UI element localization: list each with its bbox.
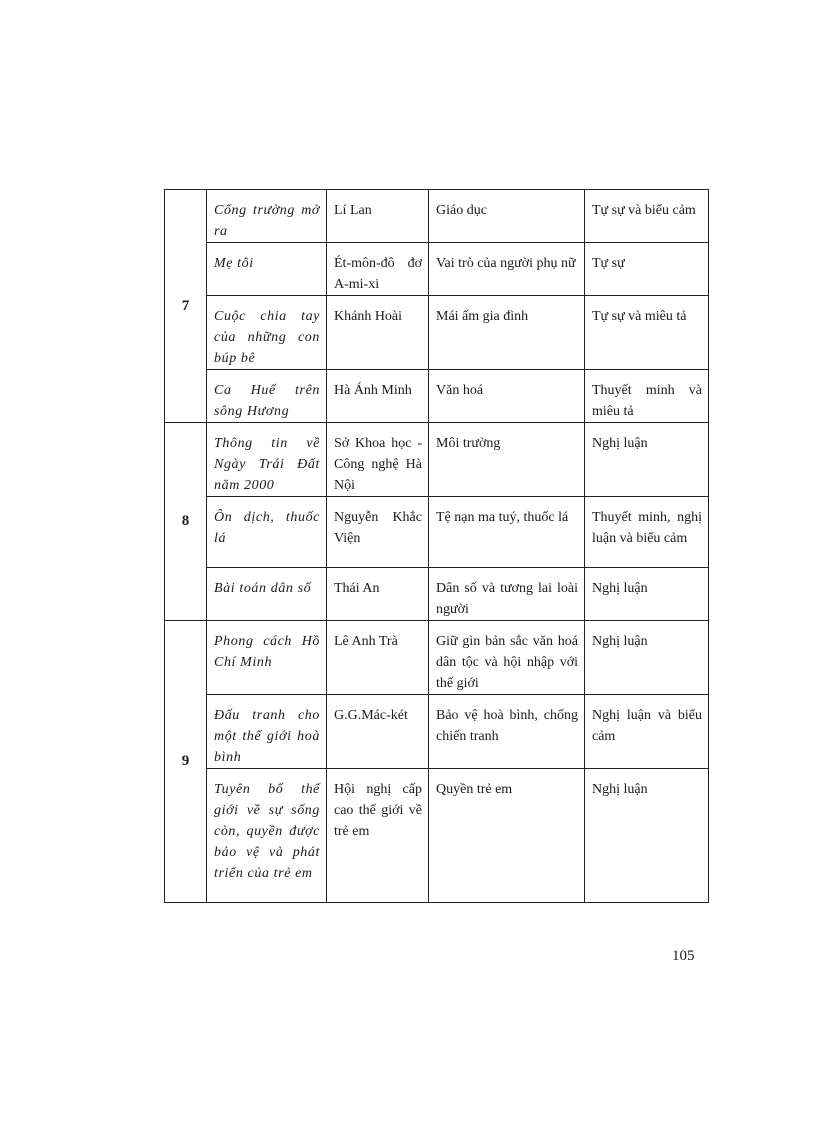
author-cell: G.G.Mác-két — [327, 695, 429, 769]
mode-cell: Thuyết minh và miêu tả — [585, 370, 709, 423]
theme-cell: Giáo dục — [429, 190, 585, 243]
title-cell: Bài toán dân số — [207, 568, 327, 621]
author-cell: Ét-môn-đô đơ A-mi-xi — [327, 243, 429, 296]
title-cell: Phong cách Hồ Chí Minh — [207, 621, 327, 695]
table-row — [165, 423, 709, 497]
author-cell: Thái An — [327, 568, 429, 621]
author-cell: Hội nghị cấp cao thế giới về trẻ em — [327, 769, 429, 903]
theme-cell: Giữ gìn bản sắc văn hoá dân tộc và hội nhập với thế giới — [429, 621, 585, 695]
mode-cell: Thuyết minh, nghị luận và biểu cảm — [585, 497, 709, 568]
title-cell: Mẹ tôi — [207, 243, 327, 296]
table-row — [165, 370, 709, 423]
theme-cell: Quyền trẻ em — [429, 769, 585, 903]
table-row — [165, 190, 709, 243]
mode-cell: Nghị luận — [585, 621, 709, 695]
theme-cell: Bảo vệ hoà bình, chống chiến tranh — [429, 695, 585, 769]
grade-cell: 9 — [165, 621, 207, 903]
grade-cell: 8 — [165, 423, 207, 621]
table-row — [165, 568, 709, 621]
title-cell: Ôn dịch, thuốc lá — [207, 497, 327, 568]
grade-cell: 7 — [165, 190, 207, 423]
literature-table — [164, 189, 709, 903]
theme-cell: Mái ấm gia đình — [429, 296, 585, 370]
title-cell: Ca Huế trên sông Hương — [207, 370, 327, 423]
mode-cell: Tự sự và biểu cảm — [585, 190, 709, 243]
author-cell: Lê Anh Trà — [327, 621, 429, 695]
title-cell: Tuyên bố thế giới về sự sống còn, quyền được bảo vệ và phát triển của trẻ em — [207, 769, 327, 903]
author-cell: Sở Khoa học - Công nghệ Hà Nội — [327, 423, 429, 497]
theme-cell: Vai trò của người phụ nữ — [429, 243, 585, 296]
theme-cell: Tệ nạn ma tuý, thuốc lá — [429, 497, 585, 568]
author-cell: Khánh Hoài — [327, 296, 429, 370]
table-row — [165, 621, 709, 695]
table-row — [165, 296, 709, 370]
title-cell: Thông tin về Ngày Trái Đất năm 2000 — [207, 423, 327, 497]
mode-cell: Tự sự và miêu tả — [585, 296, 709, 370]
mode-cell: Nghị luận — [585, 568, 709, 621]
mode-cell: Nghị luận — [585, 423, 709, 497]
mode-cell: Nghị luận — [585, 769, 709, 903]
title-cell: Cổng trường mở ra — [207, 190, 327, 243]
table-row — [165, 243, 709, 296]
table-row — [165, 695, 709, 769]
author-cell: Nguyễn Khắc Viện — [327, 497, 429, 568]
page-number: 105 — [672, 948, 695, 964]
mode-cell: Nghị luận và biểu cảm — [585, 695, 709, 769]
table-row — [165, 497, 709, 568]
theme-cell: Văn hoá — [429, 370, 585, 423]
author-cell: Hà Ánh Minh — [327, 370, 429, 423]
title-cell: Đấu tranh cho một thế giới hoà bình — [207, 695, 327, 769]
author-cell: Lí Lan — [327, 190, 429, 243]
theme-cell: Môi trường — [429, 423, 585, 497]
table-row — [165, 769, 709, 903]
mode-cell: Tự sự — [585, 243, 709, 296]
title-cell: Cuộc chia tay của những con búp bê — [207, 296, 327, 370]
theme-cell: Dân số và tương lai loài người — [429, 568, 585, 621]
